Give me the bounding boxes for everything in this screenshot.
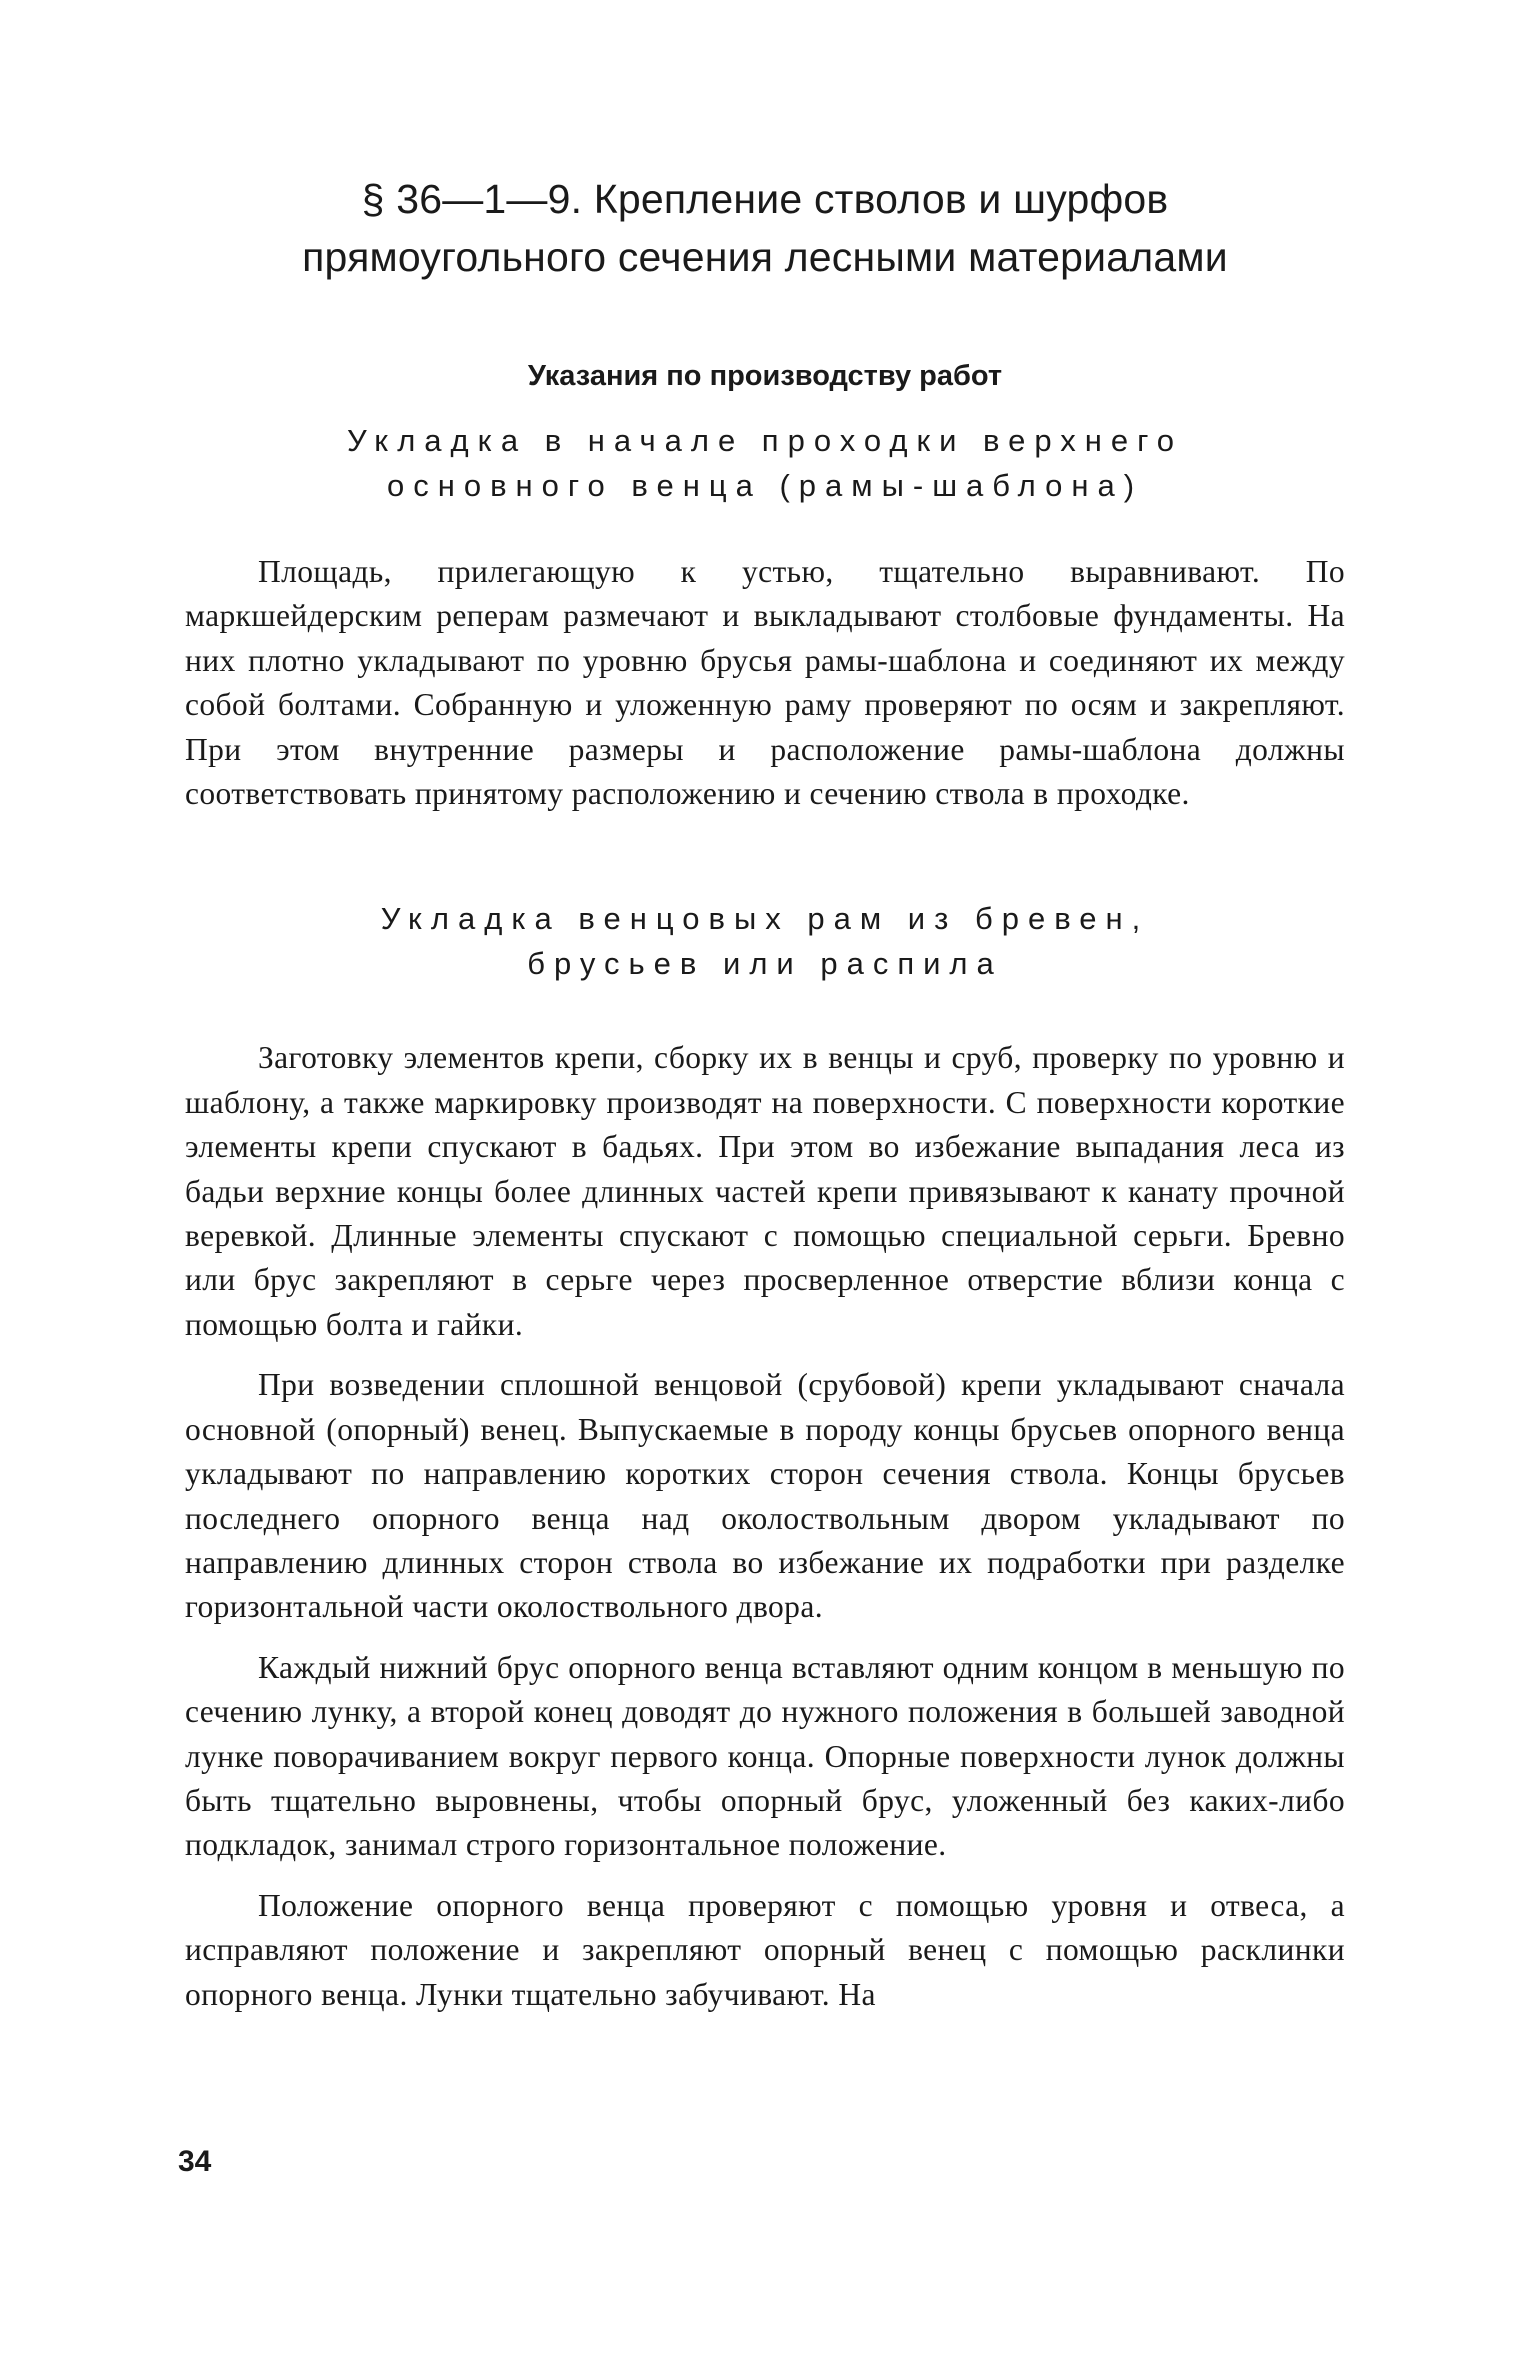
paragraph-3: При возведении сплошной венцовой (срубовой) крепи укладывают сначала основной (опорный) венец. Выпускаемые в породу концы брусьев опорного венца укладывают по направлению коротких сторон сечения ствола. Концы брусьев последнего опорного венца над околоствольным двором укладывают по направлению длинных сторон ствола во избежание их подработки при разделке горизонтальной части околоствольного двора. (185, 1367, 1345, 1625)
subsection-heading-2 (185, 896, 1345, 986)
subsection-heading-1 (185, 418, 1345, 508)
subsection-heading-2-line-1: Укладка венцовых рам из бревен, (380, 901, 1150, 937)
section-title-line-1: § 36—1—9. Крепление стволов и шурфов (361, 176, 1169, 222)
paragraph-4: Каждый нижний брус опорного венца вставляют одним концом в меньшую по сечению лунку, а второй конец доводят до нужного положения в большей заводной лунке поворачиванием вокруг первого конца. Опорные поверхности лунок должны быть тщательно выровнены, чтобы опорный брус, уложенный без каких-либо подкладок, занимал строго горизонтальное положение. (185, 1649, 1345, 1863)
paragraph-5: Положение опорного венца проверяют с помощью уровня и отвеса, а исправляют положение и закрепляют опорный венец с помощью расклинки опорного венца. Лунки тщательно забучивают. На (185, 1887, 1345, 2012)
subtitle: Указания по производству работ (527, 360, 1003, 392)
document-page (185, 170, 1345, 2017)
section-title-line-2: прямоугольного сечения лесными материалами (302, 234, 1228, 280)
paragraph-2: Заготовку элементов крепи, сборку их в венцы и сруб, проверку по уровню и шаблону, а также маркировку производят на поверхности. С поверхности короткие элементы крепи спускают в бадьях. При этом во избежание выпадания леса из бадьи верхние концы более длинных частей крепи привязывают к канату прочной веревкой. Длинные элементы спускают с помощью специальной серьги. Бревно или брус закрепляют в серьге через просверленное отверстие вблизи конца с помощью болта и гайки. (185, 1040, 1345, 1342)
subsection-heading-2-line-2: брусьев или распила (527, 946, 1003, 982)
subsection-heading-1-line-1: Укладка в начале проходки верхнего (346, 423, 1183, 458)
subsection-heading-1-line-2: основного венца (рамы-шаблона) (386, 468, 1144, 503)
section-title (185, 170, 1345, 286)
page-number: 34 (178, 2145, 212, 2178)
paragraph-1: Площадь, прилегающую к устью, тщательно выравнивают. По маркшейдерским реперам размечают и выкладывают столбовые фундаменты. На них плотно укладывают по уровню брусья рамы-шаблона и соединяют их между собой болтами. Собранную и уложенную раму проверяют по осям и закрепляют. При этом внутренние размеры и расположение рамы-шаблона должны соответствовать принятому расположению и сечению ствола в проходке. (185, 554, 1345, 812)
